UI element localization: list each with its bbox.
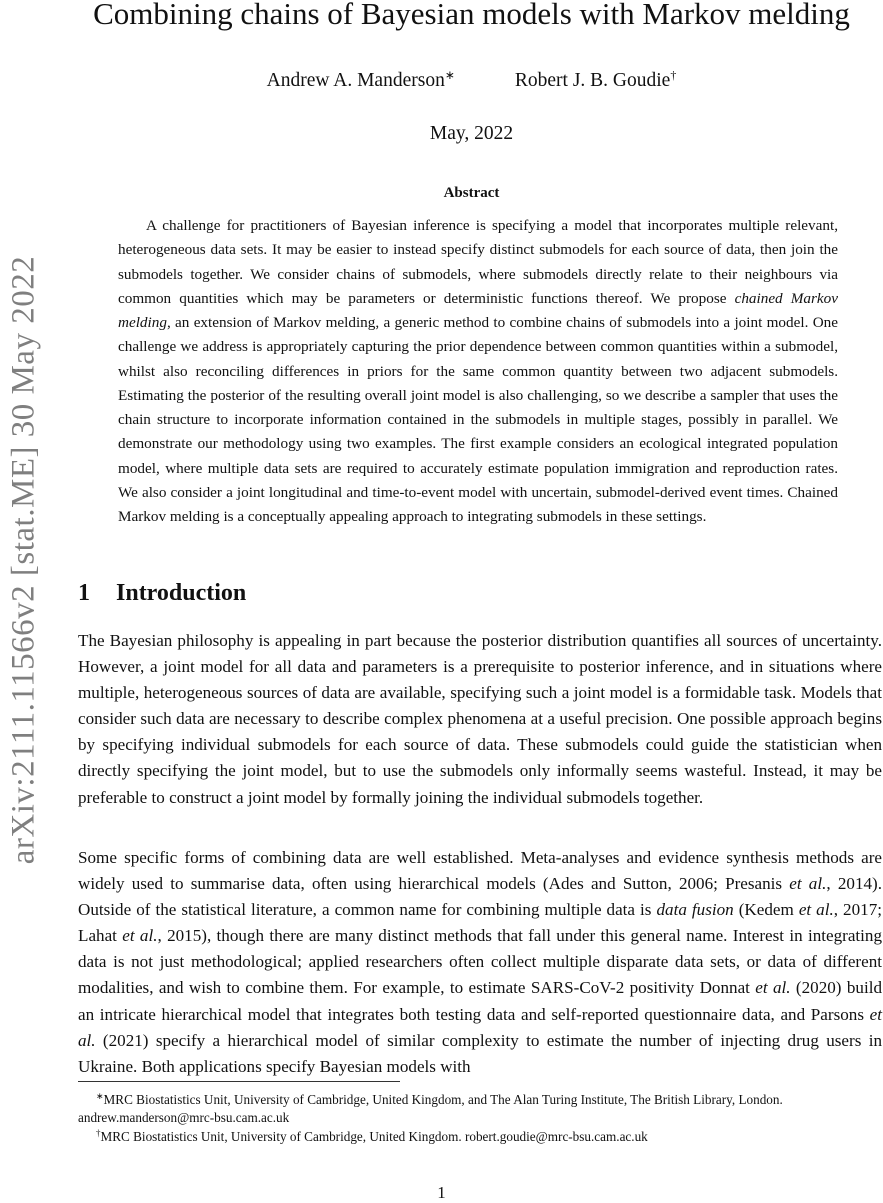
body-paragraph bbox=[78, 845, 882, 1080]
paragraph-text: (2020) build an intricate hierarchical model that integrates both testing data and self-reported questionnaire data, and Parsons bbox=[78, 978, 882, 1024]
footnote-text: MRC Biostatistics Unit, University of Cambridge, United Kingdom, and The Alan Turing Institute, The British Library, London. andrew.manderson@mrc-bsu.cam.ac.uk bbox=[78, 1092, 783, 1125]
emphasis-term: data fusion bbox=[656, 900, 734, 920]
paragraph-text: , 2014). Outside of the statistical literature, a common name for combining multiple data is bbox=[78, 874, 882, 920]
paper-title: Combining chains of Bayesian models with Markov melding bbox=[93, 0, 850, 31]
paragraph-text: , 2017; Lahat bbox=[78, 900, 882, 946]
paragraph-text: (Kedem bbox=[733, 900, 799, 920]
citation-etal: et al. bbox=[789, 874, 827, 894]
footnote-1 bbox=[78, 1087, 882, 1127]
abstract-text-part: , an extension of Markov melding, a generic method to combine chains of submodels into a joint model. One challenge we address is appropriately capturing the prior dependence between common quantities within a submodel, whilst also reconciling differences in priors for the same common quantity between two adjacent submodels. Estimating the posterior of the resulting overall joint model is also challenging, so we describe a sampler that uses the chain structure to incorporate information contained in the submodels in multiple stages, possibly in parallel. We demonstrate our methodology using two examples. The first example considers an ecological integrated population model, where multiple data sets are required to accurately estimate population immigration and reproduction rates. We also consider a joint longitudinal and time-to-event model with uncertain, submodel-derived event times. Chained Markov melding is a conceptually appealing approach to integrating submodels in these settings. bbox=[118, 314, 838, 525]
footnote-mark: ∗ bbox=[96, 1091, 104, 1101]
footnote-2 bbox=[78, 1124, 882, 1146]
citation-etal: et al. bbox=[798, 900, 834, 920]
citation-etal: et al. bbox=[78, 1004, 882, 1050]
paragraph-text: Some specific forms of combining data are well established. Meta-analyses and evidence synthesis methods are widely used to summarise data, often using hierarchical models (Ades and Sutton, 2006; Presanis bbox=[78, 848, 882, 894]
section-number: 1 bbox=[78, 580, 90, 606]
section-title: Introduction bbox=[116, 580, 247, 606]
footnote-mark: † bbox=[96, 1128, 101, 1138]
author-footnote-mark[interactable]: † bbox=[670, 68, 677, 82]
citation-etal: et al. bbox=[755, 978, 791, 998]
author bbox=[267, 68, 455, 92]
footnote-text: MRC Biostatistics Unit, University of Cambridge, United Kingdom. robert.goudie@mrc-bsu.cam.ac.uk bbox=[100, 1129, 648, 1144]
publication-date: May, 2022 bbox=[429, 123, 514, 144]
paragraph-text: (2021) specify a hierarchical model of similar complexity to estimate the number of injecting drug users in Ukraine. Both applications specify Bayesian models with bbox=[78, 1030, 882, 1076]
citation-etal: et al. bbox=[122, 926, 158, 946]
abstract-text bbox=[118, 214, 838, 529]
author-name: Robert J. B. Goudie bbox=[514, 70, 671, 91]
footnote-divider bbox=[78, 1081, 400, 1082]
author-list bbox=[60, 68, 883, 92]
author-name: Andrew A. Manderson bbox=[266, 70, 445, 91]
abstract-emphasis: chained Markov melding bbox=[118, 289, 838, 331]
paragraph-text: , 2015), though there are many distinct methods that fall under this general name. Interest in integrating data is not just methodological; applied researchers often collect multiple disparate data sets, or data of different modalities, and wish to combine them. For example, to estimate SARS-CoV-2 positivity Donnat bbox=[78, 926, 882, 998]
section-heading-introduction bbox=[78, 580, 246, 607]
abstract-heading: Abstract bbox=[443, 185, 500, 201]
arxiv-sidebar-stamp bbox=[0, 240, 48, 880]
author-footnote-mark[interactable]: ∗ bbox=[444, 68, 455, 82]
author bbox=[515, 68, 676, 92]
abstract-text-part: A challenge for practitioners of Bayesian inference is specifying a model that incorporates multiple relevant, heterogeneous data sets. It may be easier to instead specify distinct submodels for each source of data, then join the submodels together. We consider chains of submodels, where submodels directly relate to their neighbours via common quantities which may be parameters or deterministic functions thereof. We propose bbox=[118, 217, 838, 307]
page-number: 1 bbox=[437, 1183, 446, 1202]
arxiv-identifier: arXiv:2111.11566v2 [stat.ME] 30 May 2022 bbox=[5, 255, 42, 865]
body-paragraph: The Bayesian philosophy is appealing in part because the posterior distribution quantifies all sources of uncertainty. However, a joint model for all data and parameters is a prerequisite to posterior inference, and in situations where multiple, heterogeneous sources of data are available, specifying such a joint model is a formidable task. Models that consider such data are necessary to describe complex phenomena at a useful precision. One possible approach begins by specifying individual submodels for each source of data. These submodels could guide the statistician when directly specifying the joint model, but to use the submodels only informally seems wasteful. Instead, it may be preferable to construct a joint model by formally joining the individual submodels together. bbox=[78, 631, 882, 807]
